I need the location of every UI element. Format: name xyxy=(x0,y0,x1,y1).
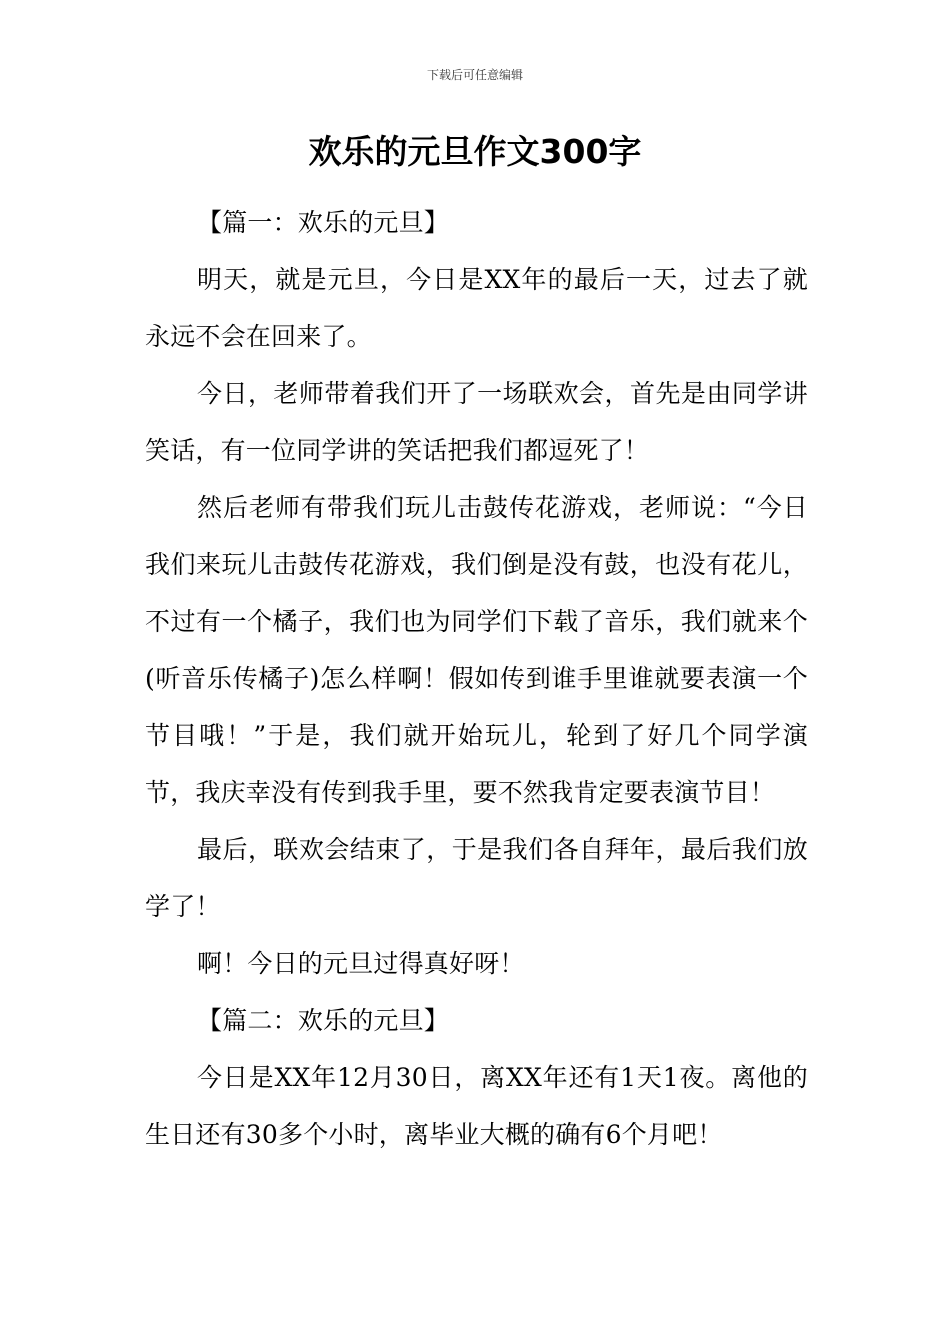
paragraph-6: 今日是XX年12月30日，离XX年还有1天1夜。离他的生日还有30多个小时，离毕业大概的确有6个月吧！ xyxy=(145,1063,808,1149)
paragraph-5: 啊！今日的元旦过得真好呀！ xyxy=(197,949,525,978)
paragraph-3: 然后老师有带我们玩儿击鼓传花游戏，老师说：“今日我们来玩儿击鼓传花游戏，我们倒是没有鼓，也没有花儿，不过有一个橘子，我们也为同学们下载了音乐，我们就来个(听音乐传橘子)怎么样啊！假如传到谁手里谁就要表演一个节目哦！”于是，我们就开始玩儿，轮到了好几个同学演节，我庆幸没有传到我手里，要不然我肯定要表演节目！ xyxy=(145,493,808,807)
paragraph-2: 今日，老师带着我们开了一场联欢会，首先是由同学讲笑话，有一位同学讲的笑话把我们都逗死了！ xyxy=(145,379,808,465)
document-title: 欢乐的元旦作文300字 xyxy=(308,132,642,171)
section-heading-2: 【篇二：欢乐的元旦】 xyxy=(197,1006,450,1035)
paragraph-4: 最后，联欢会结束了，于是我们各自拜年，最后我们放学了！ xyxy=(145,835,808,921)
paragraph-1: 明天，就是元旦，今日是XX年的最后一天，过去了就永远不会在回来了。 xyxy=(145,265,808,351)
header-note: 下载后可任意编辑 xyxy=(426,68,523,82)
document-body xyxy=(145,194,808,1163)
section-heading-1: 【篇一：欢乐的元旦】 xyxy=(197,208,450,237)
